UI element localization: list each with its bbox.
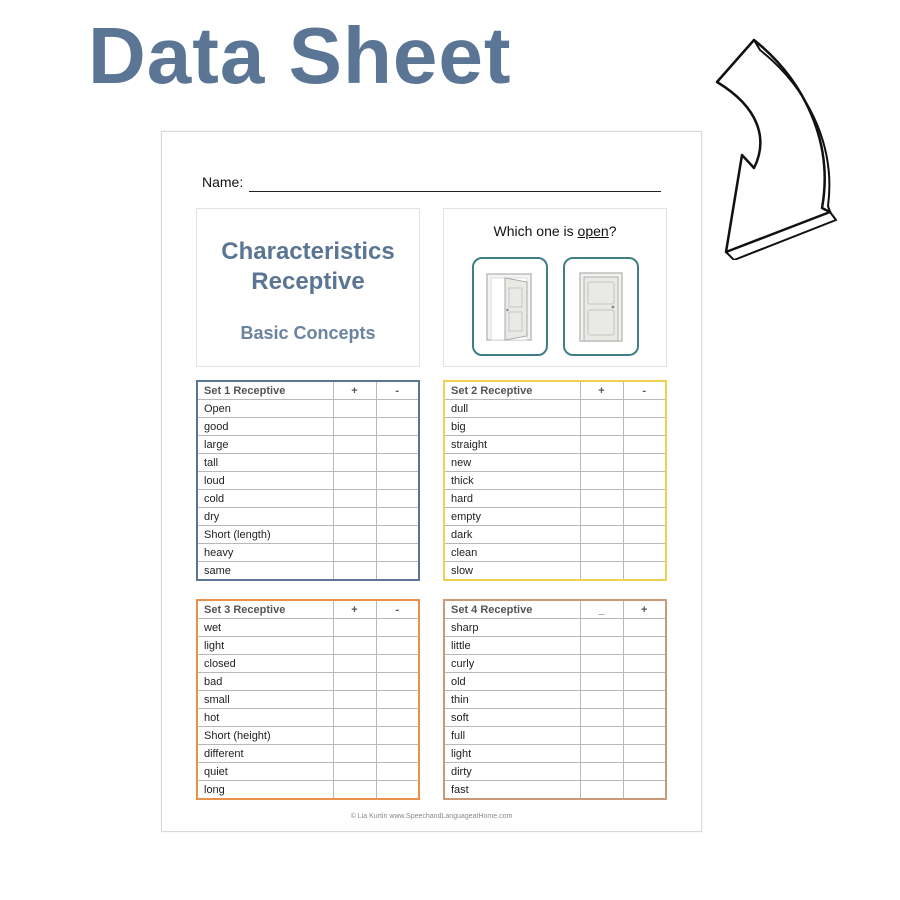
set-2-table	[443, 380, 667, 581]
table-row	[197, 691, 419, 709]
score-cell-2[interactable]	[376, 490, 419, 508]
score-column-2: +	[623, 600, 666, 619]
score-cell-1[interactable]	[580, 454, 623, 472]
score-column-2: -	[376, 381, 419, 400]
set-header: Set 2 Receptive	[444, 381, 580, 400]
score-cell-2[interactable]	[376, 781, 419, 800]
word-cell: good	[197, 418, 333, 436]
score-cell-1[interactable]	[333, 436, 376, 454]
table-row	[444, 691, 666, 709]
table-row	[197, 472, 419, 490]
question-suffix: ?	[608, 223, 617, 239]
word-cell: tall	[197, 454, 333, 472]
table-row	[197, 454, 419, 472]
score-cell-2[interactable]	[623, 763, 666, 781]
score-cell-2[interactable]	[376, 709, 419, 727]
score-cell-2[interactable]	[376, 472, 419, 490]
word-cell: different	[197, 745, 333, 763]
score-cell-2[interactable]	[623, 508, 666, 526]
score-cell-1[interactable]	[580, 490, 623, 508]
table-row	[444, 637, 666, 655]
score-cell-2[interactable]	[623, 709, 666, 727]
score-cell-1[interactable]	[580, 781, 623, 800]
table-row	[197, 781, 419, 800]
score-cell-2[interactable]	[376, 655, 419, 673]
word-cell: fast	[444, 781, 580, 800]
score-cell-2[interactable]	[623, 454, 666, 472]
curved-arrow-icon	[712, 30, 837, 260]
score-cell-2[interactable]	[376, 763, 419, 781]
score-cell-2[interactable]	[376, 454, 419, 472]
score-cell-2[interactable]	[623, 619, 666, 637]
set-3-table	[196, 599, 420, 800]
score-cell-1[interactable]	[333, 709, 376, 727]
score-cell-1[interactable]	[333, 508, 376, 526]
word-cell: large	[197, 436, 333, 454]
score-cell-1[interactable]	[333, 562, 376, 581]
score-cell-2[interactable]	[376, 727, 419, 745]
score-cell-2[interactable]	[376, 619, 419, 637]
score-cell-1[interactable]	[333, 526, 376, 544]
question-prefix: Which one is	[493, 223, 578, 239]
table-row	[444, 526, 666, 544]
table-row	[197, 709, 419, 727]
word-cell: straight	[444, 436, 580, 454]
table-row	[444, 400, 666, 418]
set-header: Set 1 Receptive	[197, 381, 333, 400]
table-row	[197, 526, 419, 544]
word-cell: Short (length)	[197, 526, 333, 544]
table-row	[444, 418, 666, 436]
table-row	[444, 673, 666, 691]
table-row	[444, 562, 666, 581]
closed-door-icon	[565, 259, 637, 354]
word-cell: heavy	[197, 544, 333, 562]
open-door-card	[472, 257, 548, 356]
score-cell-1[interactable]	[580, 763, 623, 781]
score-cell-2[interactable]	[623, 544, 666, 562]
word-cell: empty	[444, 508, 580, 526]
score-cell-1[interactable]	[580, 418, 623, 436]
table-row	[197, 745, 419, 763]
closed-door-card	[563, 257, 639, 356]
score-cell-2[interactable]	[376, 526, 419, 544]
word-cell: thin	[444, 691, 580, 709]
table-row	[197, 418, 419, 436]
table-header-row	[197, 600, 419, 619]
word-cell: clean	[444, 544, 580, 562]
title-card	[196, 208, 420, 367]
table-row	[197, 655, 419, 673]
score-cell-2[interactable]	[623, 745, 666, 763]
word-cell: loud	[197, 472, 333, 490]
table-row	[197, 727, 419, 745]
score-cell-1[interactable]	[580, 727, 623, 745]
table-header-row	[444, 381, 666, 400]
score-cell-1[interactable]	[333, 454, 376, 472]
score-cell-1[interactable]	[580, 637, 623, 655]
set-header: Set 3 Receptive	[197, 600, 333, 619]
score-cell-2[interactable]	[623, 436, 666, 454]
table-row	[444, 490, 666, 508]
score-cell-1[interactable]	[333, 745, 376, 763]
word-cell: quiet	[197, 763, 333, 781]
score-column-1: +	[333, 381, 376, 400]
word-cell: dry	[197, 508, 333, 526]
table-row	[444, 436, 666, 454]
table-row	[197, 436, 419, 454]
word-cell: bad	[197, 673, 333, 691]
score-cell-1[interactable]	[333, 655, 376, 673]
score-cell-1[interactable]	[580, 655, 623, 673]
question-target: open	[577, 223, 609, 239]
score-cell-1[interactable]	[580, 691, 623, 709]
score-cell-1[interactable]	[333, 727, 376, 745]
score-cell-1[interactable]	[333, 673, 376, 691]
word-cell: hot	[197, 709, 333, 727]
word-cell: full	[444, 727, 580, 745]
score-cell-2[interactable]	[623, 472, 666, 490]
score-cell-2[interactable]	[623, 655, 666, 673]
table-row	[197, 637, 419, 655]
score-cell-1[interactable]	[333, 472, 376, 490]
score-column-1: _	[580, 600, 623, 619]
table-row	[197, 400, 419, 418]
score-cell-2[interactable]	[623, 781, 666, 800]
score-cell-1[interactable]	[333, 691, 376, 709]
name-line	[249, 191, 661, 192]
table-row	[197, 619, 419, 637]
score-cell-1[interactable]	[580, 472, 623, 490]
score-cell-2[interactable]	[376, 745, 419, 763]
word-cell: cold	[197, 490, 333, 508]
question-text	[444, 223, 666, 239]
table-row	[444, 508, 666, 526]
score-cell-1[interactable]	[580, 562, 623, 581]
set-1-table	[196, 380, 420, 581]
score-cell-1[interactable]	[580, 619, 623, 637]
score-cell-1[interactable]	[333, 763, 376, 781]
table-row	[444, 763, 666, 781]
score-cell-2[interactable]	[376, 418, 419, 436]
score-cell-1[interactable]	[333, 418, 376, 436]
table-row	[197, 562, 419, 581]
word-cell: Open	[197, 400, 333, 418]
word-cell: curly	[444, 655, 580, 673]
score-cell-2[interactable]	[376, 508, 419, 526]
score-cell-2[interactable]	[376, 436, 419, 454]
score-cell-1[interactable]	[580, 544, 623, 562]
word-cell: wet	[197, 619, 333, 637]
score-cell-1[interactable]	[580, 709, 623, 727]
table-row	[444, 781, 666, 800]
word-cell: dark	[444, 526, 580, 544]
score-cell-2[interactable]	[623, 418, 666, 436]
score-cell-1[interactable]	[333, 637, 376, 655]
score-cell-1[interactable]	[580, 745, 623, 763]
name-label: Name:	[202, 174, 244, 190]
score-cell-2[interactable]	[623, 490, 666, 508]
word-cell: soft	[444, 709, 580, 727]
word-cell: closed	[197, 655, 333, 673]
card-title: Characteristics Receptive	[221, 238, 395, 295]
score-cell-1[interactable]	[333, 781, 376, 800]
word-cell: hard	[444, 490, 580, 508]
card-subtitle: Basic Concepts	[240, 323, 376, 343]
word-cell: dull	[444, 400, 580, 418]
data-sheet	[161, 131, 702, 832]
score-column-1: +	[580, 381, 623, 400]
page-title: Data Sheet	[88, 11, 512, 100]
score-cell-2[interactable]	[376, 562, 419, 581]
score-cell-2[interactable]	[376, 673, 419, 691]
score-cell-2[interactable]	[623, 526, 666, 544]
score-cell-2[interactable]	[376, 637, 419, 655]
score-cell-1[interactable]	[580, 436, 623, 454]
score-cell-1[interactable]	[580, 508, 623, 526]
table-row	[197, 490, 419, 508]
table-row	[444, 655, 666, 673]
score-cell-1[interactable]	[333, 490, 376, 508]
word-cell: light	[197, 637, 333, 655]
open-door-icon	[474, 259, 546, 354]
set-header: Set 4 Receptive	[444, 600, 580, 619]
table-row	[444, 454, 666, 472]
table-row	[444, 727, 666, 745]
footer-credit: © Lia Kurtin www.SpeechandLanguageatHome.com	[350, 813, 513, 820]
word-cell: big	[444, 418, 580, 436]
word-cell: old	[444, 673, 580, 691]
table-row	[444, 745, 666, 763]
table-row	[444, 709, 666, 727]
word-cell: Short (height)	[197, 727, 333, 745]
word-cell: same	[197, 562, 333, 581]
score-column-2: -	[376, 600, 419, 619]
score-cell-1[interactable]	[333, 619, 376, 637]
score-cell-1[interactable]	[580, 526, 623, 544]
score-cell-1[interactable]	[580, 400, 623, 418]
word-cell: little	[444, 637, 580, 655]
set-4-table	[443, 599, 667, 800]
score-cell-1[interactable]	[333, 400, 376, 418]
word-cell: thick	[444, 472, 580, 490]
question-card	[443, 208, 667, 367]
score-cell-2[interactable]	[376, 691, 419, 709]
table-row	[444, 544, 666, 562]
table-row	[197, 673, 419, 691]
table-row	[444, 619, 666, 637]
table-header-row	[444, 600, 666, 619]
word-cell: light	[444, 745, 580, 763]
score-cell-2[interactable]	[623, 673, 666, 691]
score-cell-2[interactable]	[623, 637, 666, 655]
word-cell: small	[197, 691, 333, 709]
name-row	[202, 174, 662, 194]
word-cell: slow	[444, 562, 580, 581]
word-cell: new	[444, 454, 580, 472]
score-cell-1[interactable]	[333, 544, 376, 562]
score-column-2: -	[623, 381, 666, 400]
table-row	[444, 472, 666, 490]
word-cell: sharp	[444, 619, 580, 637]
table-row	[197, 544, 419, 562]
score-column-1: +	[333, 600, 376, 619]
score-cell-2[interactable]	[376, 544, 419, 562]
word-cell: long	[197, 781, 333, 800]
table-row	[197, 763, 419, 781]
score-cell-2[interactable]	[623, 727, 666, 745]
table-row	[197, 508, 419, 526]
score-cell-2[interactable]	[376, 400, 419, 418]
word-cell: dirty	[444, 763, 580, 781]
score-cell-2[interactable]	[623, 562, 666, 581]
score-cell-2[interactable]	[623, 400, 666, 418]
score-cell-1[interactable]	[580, 673, 623, 691]
table-header-row	[197, 381, 419, 400]
score-cell-2[interactable]	[623, 691, 666, 709]
